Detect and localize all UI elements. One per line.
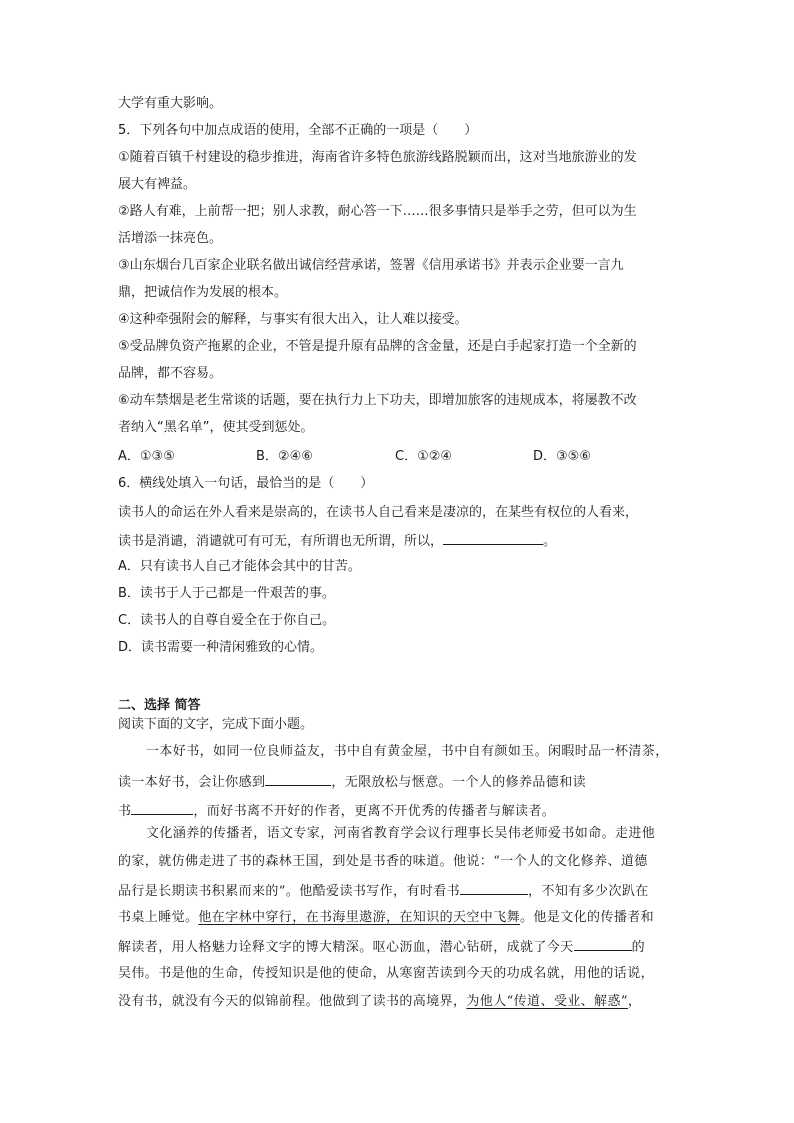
answer-blank[interactable] [443,531,543,545]
q6-option-b: B．读书于人于己都是一件艰苦的事。 [118,586,335,601]
q6-option-a: A．只有读书人自己才能体会其中的甘苦。 [118,559,361,574]
q5-item-line: ①随着百镇千村建设的稳步推进，海南省许多特色旅游线路脱颖而出，这对当地旅游业的发 [118,150,637,165]
passage-text: 没有书，就没有今天的似锦前程。他做到了读书的高境界， [118,994,467,1009]
q6-option-d: D．读书需要一种清闲雅致的心情。 [118,640,324,655]
passage-text: 书桌上睡觉。 [118,910,199,925]
passage-text: 。他是文化的传播者和 [520,910,655,925]
q5-item-line: ⑤受品牌负资产拖累的企业，不管是提升原有品牌的含金量，还是白手起家打造一个全新的 [118,339,637,354]
q5-item-line: 活增添一抹亮色。 [118,231,223,246]
q5-item-line: ⑥动车禁烟是老生常谈的话题，要在执行力上下功夫，即增加旅客的违规成本，将屡教不改 [118,393,637,408]
section-instruction: 阅读下面的文字，完成下面小题。 [118,717,314,732]
passage-text: 的 [631,940,646,955]
q6-passage-text: 读书是消谴，消谴就可有可无，有所谓也无所谓，所以， [118,534,444,549]
passage-line [118,772,586,792]
answer-blank[interactable] [574,937,632,951]
q5-item-line: 展大有裨益。 [118,177,197,192]
passage-line [118,881,649,901]
passage-text: 解读者，用人格魅力诠释文字的博大精深。呕心沥血，潜心钻研，成就了今天 [118,940,574,955]
passage-text: 读一本好书，会让你感到 [118,775,266,790]
passage-line [118,993,641,1011]
passage-line [118,801,555,821]
passage-text: ，而好书离不开好的作者，更离不开优秀的传播者与解读者。 [193,804,556,819]
passage-line: 吴伟。书是他的生命，传授知识是他的使命，从寒窗苦读到今天的功成名就，用他的话说， [118,966,655,981]
answer-blank[interactable] [460,881,528,895]
underlined-sentence: 为他人“传道、受业、解惑” [466,994,628,1009]
passage-text: 书 [118,804,132,819]
answer-blank[interactable] [131,801,193,815]
passage-text: ，无限放松与惬意。一个人的修养品德和读 [331,775,587,790]
section-heading: 二、选择 简答 [118,698,201,713]
passage-line: 文化涵养的传播者，语文专家，河南省教育学会议行理事长吴伟老师爱书如命。走进他 [146,826,656,841]
passage-text: ， [627,994,642,1009]
passage-text: 品行是长期读书积累而来的”。他酷爱读书写作，有时看书 [118,884,461,899]
q6-passage-line [118,531,556,551]
answer-blank[interactable] [265,772,331,786]
passage-text: ，不知有多少次趴在 [528,884,649,899]
q5-stem: 5．下列各句中加点成语的使用，全部不正确的一项是（ ） [118,123,478,138]
q5-item-line: ④这种牵强附会的解释，与事实有很大出入，让人难以接受。 [118,312,468,327]
q6-passage-line: 读书人的命运在外人看来是崇高的，在读书人自己看来是凄凉的，在某些有权位的人看来， [118,505,639,520]
carryover-line: 大学有重大影响。 [118,96,223,111]
passage-line: 一本好书，如同一位良师益友，书中自有黄金屋，书中自有颜如玉。闲暇时品一杯清茶， [146,744,669,759]
q6-passage-text: 。 [543,534,557,549]
q5-item-line: 者纳入“黑名单”，使其受到惩处。 [118,420,314,435]
q5-item-line: ②路人有难，上前帮一把；别人求教，耐心答一下……很多事情只是举手之劳，但可以为生 [118,204,637,219]
q6-stem: 6．横线处填入一句话，最恰当的是（ ） [118,476,374,491]
q5-option-b: B．②④⑥ [256,449,313,464]
passage-line [118,937,645,957]
q6-option-c: C．读书人的自尊自爱全在于你自己。 [118,613,336,628]
q5-item-line: 鼎，把诚信作为发展的根本。 [118,285,288,300]
q5-option-c: C．①②④ [395,449,453,464]
passage-line [118,909,654,927]
underlined-sentence: 他在字林中穿行，在书海里遨游，在知识的天空中飞舞 [198,910,521,925]
q5-item-line: ③山东烟台几百家企业联名做出诚信经营承诺，签署《信用承诺书》并表示企业要一言九 [118,258,624,273]
q5-option-d: D．③⑤⑥ [533,449,591,464]
q5-option-a: A．①③⑤ [118,449,175,464]
q5-item-line: 品牌，都不容易。 [118,366,223,381]
passage-line: 的家，就仿佛走进了书的森林王国，到处是书香的味道。他说：“一个人的文化修养、道德 [118,854,648,869]
